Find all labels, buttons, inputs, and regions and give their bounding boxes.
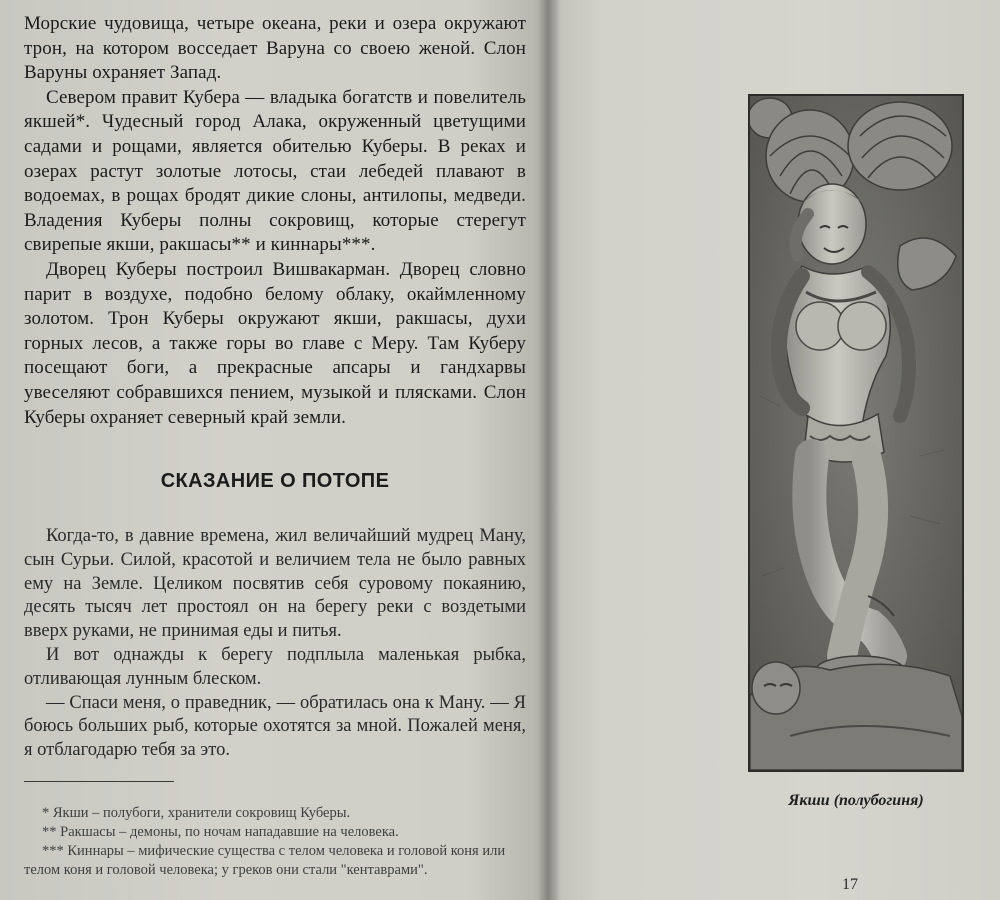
section-title: СКАЗАНИЕ О ПОТОПЕ xyxy=(160,470,390,493)
footnote: * Якши – полубоги, хранители сокровищ Куберы. xyxy=(42,805,351,822)
right-page xyxy=(548,0,1000,900)
footnotes xyxy=(24,804,526,880)
paragraph: — Спаси меня, о праведник, — обратилась она к Ману. — Я боюсь больших рыб, которые охотятся за мной. Пожалей меня, я отблагодарю тебя за это. xyxy=(24,692,526,761)
paragraph: Севером правит Кубера — владыка богатств и повелитель якшей*. Чудесный город Алака, окруженный цветущими садами и рощами, является обителью Куберы. В реках и озерах растут золотые лотосы, стаи лебедей плавают в водоемах, в рощах бродят дикие слоны, антилопы, медведи. Владения Куберы полны сокровищ, которые стерегут свирепые якши, ракшасы** и киннары***. xyxy=(24,86,526,256)
footnote: *** Киннары – мифические существа с телом человека и головой коня или телом коня и головой человека; у греков они стали "кентаврами". xyxy=(24,843,506,879)
page-number: 17 xyxy=(842,876,858,893)
paragraph: Дворец Куберы построил Вишвакарман. Дворец словно парит в воздухе, подобно белому облаку, окаймленному золотом. Трон Куберы окружают якши, ракшасы, духи горных лесов, а также горы во главе с Меру. Там Куберу посещают боги, а прекрасные апсары и гандхарвы увеселяют собравшихся пением, музыкой и плясками. Слон Куберы охраняет северный край земли. xyxy=(24,258,526,428)
footnote-divider xyxy=(24,781,174,782)
footnote: ** Ракшасы – демоны, по ночам нападавшие на человека. xyxy=(42,824,399,841)
paragraph: Когда-то, в давние времена, жил величайший мудрец Ману, сын Сурьи. Силой, красотой и величием тела не было равных ему на Земле. Целиком посвятив себя суровому покаянию, десять тысяч лет простоял он на берегу реки с воздетыми вверх руками, не принимая еды и питья. xyxy=(24,526,526,642)
paragraph: Морские чудовища, четыре океана, реки и озера окружают трон, на котором восседает Варуна со своею женой. Слон Варуны охраняет Запад. xyxy=(24,13,526,84)
intro-text xyxy=(24,12,526,430)
relief-sculpture-image xyxy=(750,96,962,770)
story-text xyxy=(24,525,526,763)
illustration-caption: Якши (полубогиня) xyxy=(788,792,924,809)
paragraph: И вот однажды к берегу подплыла маленькая рыбка, отливающая лунным блеском. xyxy=(24,645,526,689)
yakshi-relief-illustration xyxy=(748,94,964,772)
